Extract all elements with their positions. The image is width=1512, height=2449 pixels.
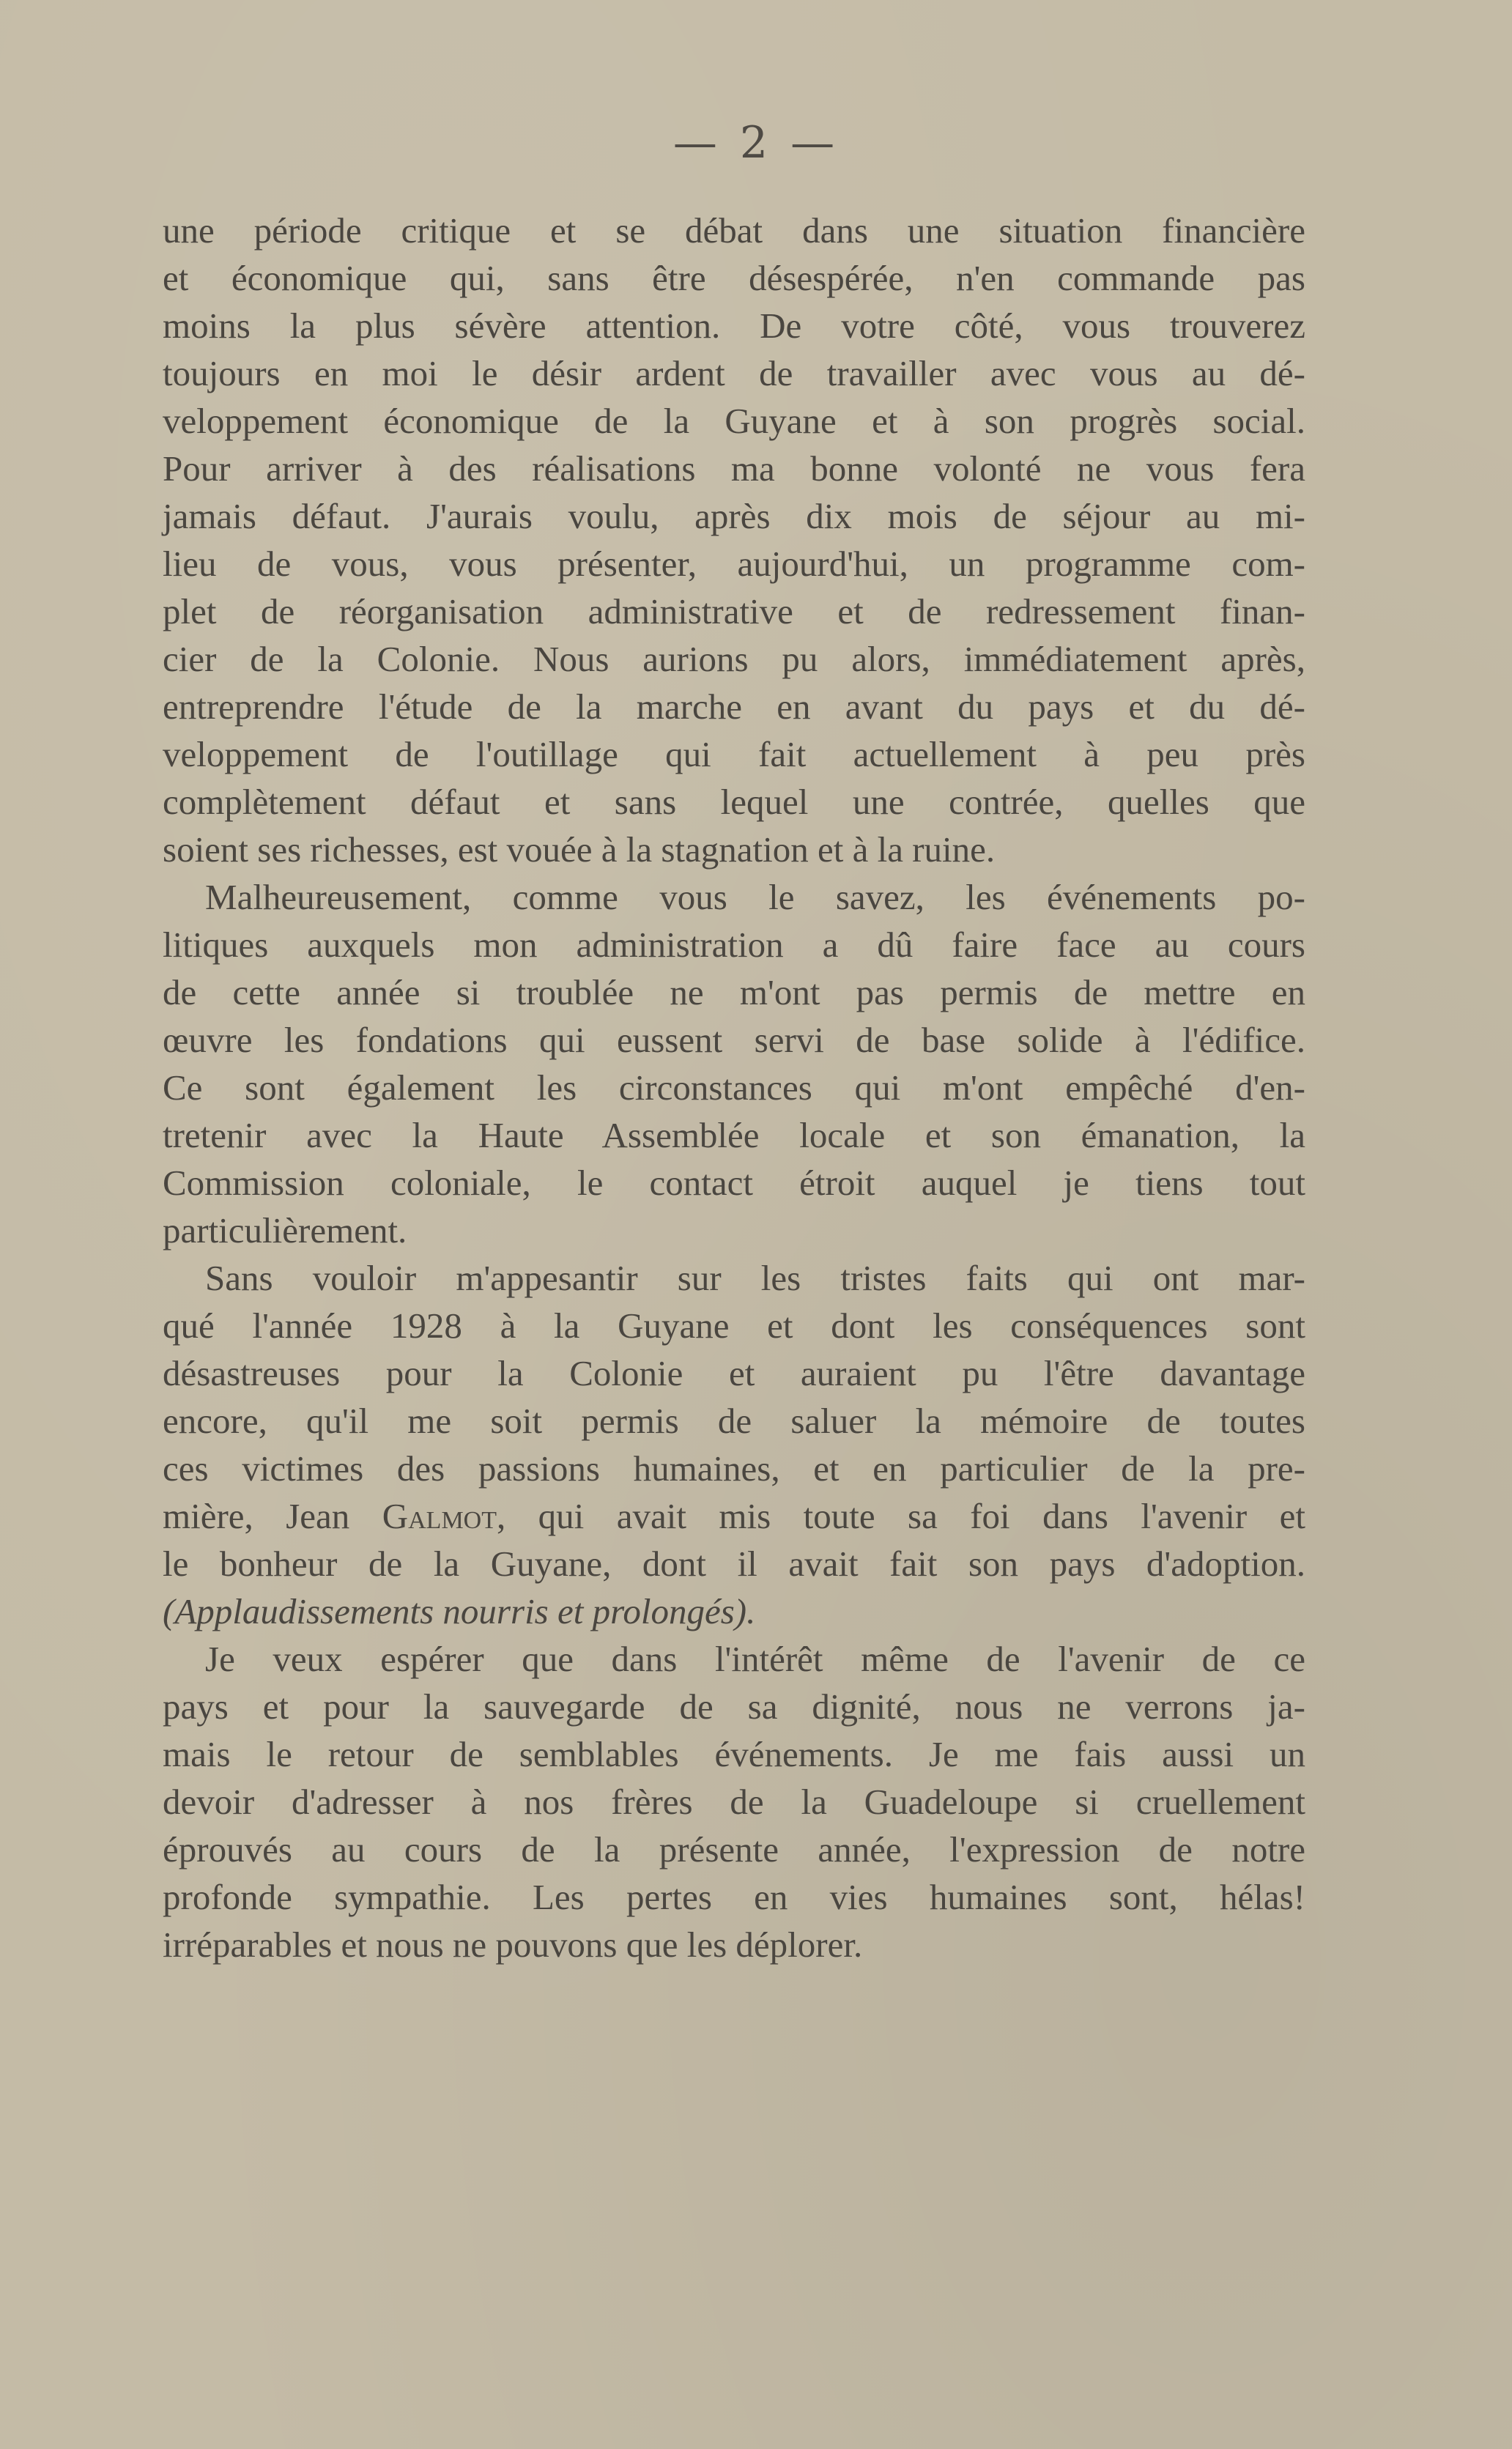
person-name: Galmot — [382, 1496, 497, 1536]
text-line: Sans vouloir m'appesantir sur les tristes faits qui ont mar- — [205, 1258, 1305, 1298]
text-line: soient ses richesses, est vouée à la stagnation et à la ruine. — [163, 829, 996, 870]
text-line: jamais défaut. J'aurais voulu, après dix mois de séjour au mi- — [163, 496, 1305, 536]
paragraph-4 — [163, 1635, 1305, 1968]
paragraph-2 — [163, 873, 1305, 1254]
text-line: entreprendre l'étude de la marche en avant du pays et du dé- — [163, 686, 1305, 727]
text-fragment: , qui avait mis toute sa foi dans l'avenir et — [497, 1496, 1306, 1536]
text-line: qué l'année 1928 à la Guyane et dont les conséquences sont — [163, 1305, 1305, 1346]
text-line: lieu de vous, vous présenter, aujourd'hui, un programme com- — [163, 544, 1305, 584]
text-line: veloppement économique de la Guyane et à son progrès social. — [163, 401, 1305, 441]
paragraph-1 — [163, 207, 1305, 873]
text-line: cier de la Colonie. Nous aurions pu alors, immédiatement après, — [163, 639, 1305, 679]
text-line: éprouvés au cours de la présente année, l'expression de notre — [163, 1829, 1305, 1870]
text-line: litiques auxquels mon administration a dû faire face au cours — [163, 925, 1305, 965]
text-line: Ce sont également les circonstances qui m'ont empêché d'en- — [163, 1067, 1305, 1108]
text-line: veloppement de l'outillage qui fait actuellement à peu près — [163, 734, 1305, 774]
text-line: complètement défaut et sans lequel une contrée, quelles que — [163, 782, 1305, 822]
text-line: moins la plus sévère attention. De votre côté, vous trouverez — [163, 305, 1305, 346]
text-line: ces victimes des passions humaines, et en particulier de la pre- — [163, 1448, 1305, 1489]
text-line: toujours en moi le désir ardent de travailler avec vous au dé- — [163, 353, 1305, 393]
text-line: Commission coloniale, le contact étroit auquel je tiens tout — [163, 1163, 1305, 1203]
text-line: pays et pour la sauvegarde de sa dignité, nous ne verrons ja- — [163, 1686, 1305, 1727]
text-line: irréparables et nous ne pouvons que les déplorer. — [163, 1924, 863, 1965]
text-line: Malheureusement, comme vous le savez, les événements po- — [205, 877, 1305, 917]
text-line: le bonheur de la Guyane, dont il avait fait son pays d'adoption. — [163, 1544, 1305, 1584]
text-line: et économique qui, sans être désespérée, n'en commande pas — [163, 258, 1305, 298]
body-text — [163, 207, 1305, 1968]
text-line: plet de réorganisation administrative et de redressement finan- — [163, 591, 1305, 631]
text-line: mais le retour de semblables événements. Je me fais aussi un — [163, 1734, 1305, 1774]
text-line: devoir d'adresser à nos frères de la Guadeloupe si cruellement — [163, 1782, 1305, 1822]
text-line: désastreuses pour la Colonie et auraient pu l'être davantage — [163, 1353, 1305, 1393]
text-line: particulièrement. — [163, 1210, 407, 1251]
text-fragment: mière, Jean — [163, 1496, 350, 1536]
page-number: — 2 — — [672, 117, 840, 168]
text-line-with-name — [163, 1492, 1305, 1540]
applause-note: (Applaudissements nourris et prolongés). — [163, 1591, 756, 1631]
text-line: œuvre les fondations qui eussent servi de base solide à l'édifice. — [163, 1020, 1305, 1060]
text-line: tretenir avec la Haute Assemblée locale et son émanation, la — [163, 1115, 1305, 1155]
text-line: une période critique et se débat dans une situation financière — [163, 210, 1305, 251]
text-line: Je veux espérer que dans l'intérêt même de l'avenir de ce — [205, 1639, 1305, 1679]
text-line: Pour arriver à des réalisations ma bonne volonté ne vous fera — [163, 448, 1305, 489]
paragraph-3 — [163, 1254, 1305, 1635]
text-line: encore, qu'il me soit permis de saluer la mémoire de toutes — [163, 1401, 1305, 1441]
text-line: de cette année si troublée ne m'ont pas permis de mettre en — [163, 972, 1305, 1012]
text-line: profonde sympathie. Les pertes en vies humaines sont, hélas! — [163, 1877, 1305, 1917]
